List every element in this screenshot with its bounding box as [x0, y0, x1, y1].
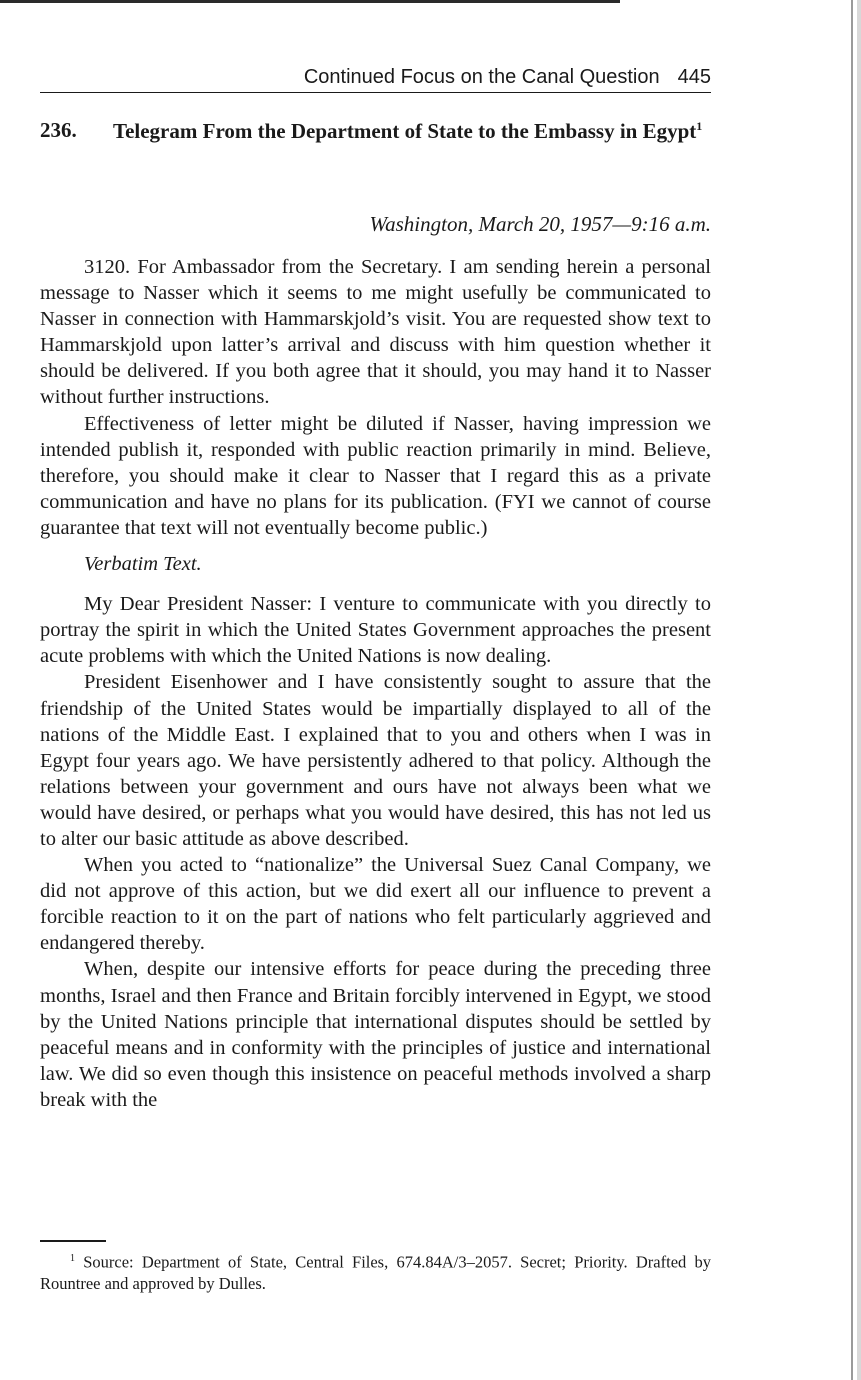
document-title-text: Telegram From the Department of State to the Embassy in Egypt [113, 119, 697, 143]
section-heading: Verbatim Text. [84, 553, 202, 576]
page-number: 445 [677, 66, 711, 88]
footnote-marker: 1 [70, 1253, 75, 1264]
paragraph: President Eisenhower and I have consistently sought to assure that the friendship of the United States would be impartially displayed to all of the nations of the Middle East. I explained that to you and others when I was in Egypt four years ago. We have persistently adhered to that policy. Although the relations between your government and ours have not always been what we would have desired, or perhaps what you would have desired, this has not led us to alter our basic attitude as above described. [40, 671, 711, 850]
paragraph: My Dear President Nasser: I venture to communicate with you directly to portray the spirit in which the United States Government approaches the present acute problems with which the United Nations is now dealing. [40, 593, 711, 668]
body-text [40, 254, 711, 1113]
document-title [113, 118, 711, 145]
footnote-rule [40, 1240, 106, 1242]
scan-right-shadow [857, 0, 861, 1380]
paragraph: Effectiveness of letter might be diluted if Nasser, having impression we intended publish it, responded with public reaction primarily in mind. Believe, therefore, you should make it clear to Nasser that I regard this as a private communication and have no plans for its publication. (FYI we cannot of course guarantee that text will not eventually become public.) [40, 412, 711, 539]
running-head [40, 64, 711, 93]
paragraph: When, despite our intensive efforts for peace during the preceding three months, Israel and then France and Britain forcibly intervened in Egypt, we stood by the United Nations principle that international disputes should be settled by peaceful means and in conformity with the principles of justice and international law. We did so even though this insistence on peaceful methods involved a sharp break with the [40, 958, 711, 1111]
paragraph: 3120. For Ambassador from the Secretary. I am sending herein a personal message to Nasser which it seems to me might usefully be communicated to Nasser in connection with Hammarskjold’s visit. You are requested show text to Hammarskjold upon latter’s arrival and discuss with him question whether it should be delivered. If you both agree that it should, you may hand it to Nasser without further instructions. [40, 256, 711, 409]
scan-top-edge [0, 0, 620, 3]
footnote-reference: 1 [696, 119, 703, 133]
footnote-text: Source: Department of State, Central Files, 674.84A/3–2057. Secret; Priority. Drafted by Rountree and approved by Dulles. [40, 1252, 711, 1293]
paragraph: When you acted to “nationalize” the Universal Suez Canal Company, we did not approve of this action, but we did exert all our influence to prevent a forcible reaction to it on the part of nations who felt particularly aggrieved and endangered thereby. [40, 854, 711, 955]
document-number: 236. [40, 118, 77, 142]
footnote [40, 1248, 711, 1294]
scan-right-edge [851, 0, 853, 1380]
running-head-title: Continued Focus on the Canal Question [303, 66, 660, 88]
dateline: Washington, March 20, 1957—9:16 a.m. [369, 212, 711, 236]
